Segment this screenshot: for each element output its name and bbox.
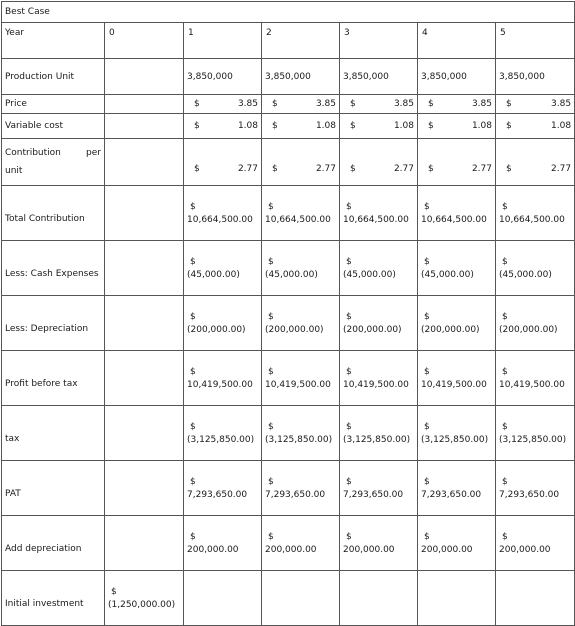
dollar-sign: $ [502,201,508,212]
tax-value: (3,125,850.00) [343,434,411,445]
total-contribution-label: Total Contribution [2,186,105,241]
cash-expenses-row [2,241,575,296]
contribution-unit-value: 2.77 [471,164,492,174]
total-contribution-y5 [496,186,575,241]
dollar-sign: $ [268,366,274,377]
cash-expenses-y0 [105,241,184,296]
variable-cost-value: 1.08 [237,121,258,131]
dollar-sign: $ [268,311,274,322]
production-y4: 3,850,000 [418,59,496,95]
dollar-sign: $ [506,99,512,109]
dollar-sign: $ [346,366,352,377]
production-y3: 3,850,000 [340,59,418,95]
depreciation-value: (200,000.00) [343,324,402,335]
contribution-unit-y0 [105,139,184,186]
initial-investment-row [2,571,575,626]
add-depreciation-y4 [418,516,496,571]
dollar-sign: $ [272,164,278,174]
tax-label: tax [2,406,105,461]
add-depreciation-y2 [262,516,340,571]
dollar-sign: $ [190,531,196,542]
year-2: 2 [262,23,340,59]
contribution-unit-y1 [184,139,262,186]
dollar-sign: $ [502,421,508,432]
cash-expenses-y3 [340,241,418,296]
initial-investment-value: (1,250,000.00) [108,599,176,610]
pat-y4 [418,461,496,516]
cash-expenses-value: (45,000.00) [421,269,474,280]
cash-expenses-label: Less: Cash Expenses [2,241,105,296]
dollar-sign: $ [190,201,196,212]
price-y4 [418,95,496,114]
dollar-sign: $ [502,366,508,377]
total-contribution-value: 10,664,500.00 [499,214,565,225]
dollar-sign: $ [268,421,274,432]
add-depreciation-y0 [105,516,184,571]
total-contribution-y0 [105,186,184,241]
pbt-value: 10,419,500.00 [265,379,331,390]
price-y0 [105,95,184,114]
contribution-unit-y5 [496,139,575,186]
dollar-sign: $ [268,531,274,542]
price-value: 3.85 [551,99,572,109]
add-depreciation-row [2,516,575,571]
dollar-sign: $ [502,476,508,487]
pbt-y5 [496,351,575,406]
dollar-sign: $ [428,121,434,131]
year-1: 1 [184,23,262,59]
cash-expenses-value: (45,000.00) [187,269,240,280]
price-y5 [496,95,575,114]
dollar-sign: $ [190,256,196,267]
variable-cost-y4 [418,114,496,139]
depreciation-y2 [262,296,340,351]
spreadsheet [1,1,574,610]
price-label: Price [2,95,105,114]
best-case-table [1,1,575,626]
depreciation-y3 [340,296,418,351]
pat-value: 7,293,650.00 [499,489,560,500]
contribution-unit-row [2,139,575,186]
contribution-word: Contribution [5,148,61,158]
dollar-sign: $ [350,99,356,109]
dollar-sign: $ [350,164,356,174]
dollar-sign: $ [268,201,274,212]
dollar-sign: $ [194,164,200,174]
initial-investment-y0 [105,571,184,626]
year-5: 5 [496,23,575,59]
pbt-value: 10,419,500.00 [187,379,253,390]
dollar-sign: $ [190,476,196,487]
pat-value: 7,293,650.00 [187,489,248,500]
total-contribution-y4 [418,186,496,241]
production-y0 [105,59,184,95]
pbt-value: 10,419,500.00 [499,379,565,390]
pbt-row [2,351,575,406]
initial-investment-label: Initial investment [2,571,105,626]
pat-y5 [496,461,575,516]
dollar-sign: $ [424,476,430,487]
pat-y2 [262,461,340,516]
total-contribution-row [2,186,575,241]
depreciation-value: (200,000.00) [499,324,558,335]
dollar-sign: $ [506,121,512,131]
add-depreciation-value: 200,000.00 [499,544,551,555]
dollar-sign: $ [190,421,196,432]
total-contribution-value: 10,664,500.00 [265,214,331,225]
tax-value: (3,125,850.00) [187,434,255,445]
variable-cost-row [2,114,575,139]
tax-value: (3,125,850.00) [421,434,489,445]
variable-cost-y3 [340,114,418,139]
dollar-sign: $ [350,121,356,131]
initial-investment-y2 [262,571,340,626]
dollar-sign: $ [424,366,430,377]
depreciation-y1 [184,296,262,351]
cash-expenses-value: (45,000.00) [265,269,318,280]
pat-y3 [340,461,418,516]
pat-y1 [184,461,262,516]
cash-expenses-value: (45,000.00) [343,269,396,280]
dollar-sign: $ [346,421,352,432]
dollar-sign: $ [424,311,430,322]
year-0: 0 [105,23,184,59]
total-contribution-y3 [340,186,418,241]
production-row [2,59,575,95]
cash-expenses-value: (45,000.00) [499,269,552,280]
variable-cost-value: 1.08 [551,121,572,131]
depreciation-y5 [496,296,575,351]
pbt-y1 [184,351,262,406]
contribution-unit-value: 2.77 [237,164,258,174]
dollar-sign: $ [424,531,430,542]
depreciation-value: (200,000.00) [421,324,480,335]
total-contribution-value: 10,664,500.00 [421,214,487,225]
pbt-value: 10,419,500.00 [421,379,487,390]
depreciation-value: (200,000.00) [187,324,246,335]
depreciation-label: Less: Depreciation [2,296,105,351]
dollar-sign: $ [272,121,278,131]
production-y5: 3,850,000 [496,59,575,95]
dollar-sign: $ [111,586,117,597]
dollar-sign: $ [346,476,352,487]
year-row [2,23,575,59]
dollar-sign: $ [424,201,430,212]
tax-y4 [418,406,496,461]
variable-cost-y1 [184,114,262,139]
pat-row [2,461,575,516]
tax-y2 [262,406,340,461]
tax-value: (3,125,850.00) [265,434,333,445]
dollar-sign: $ [268,476,274,487]
cash-expenses-y2 [262,241,340,296]
depreciation-row [2,296,575,351]
contribution-unit-value: 2.77 [393,164,414,174]
price-value: 3.85 [237,99,258,109]
dollar-sign: $ [190,311,196,322]
contribution-unit-value: 2.77 [315,164,336,174]
variable-cost-value: 1.08 [315,121,336,131]
initial-investment-y1 [184,571,262,626]
pat-value: 7,293,650.00 [421,489,482,500]
total-contribution-y1 [184,186,262,241]
year-3: 3 [340,23,418,59]
depreciation-value: (200,000.00) [265,324,324,335]
price-value: 3.85 [315,99,336,109]
tax-value: (3,125,850.00) [499,434,567,445]
dollar-sign: $ [502,256,508,267]
cash-expenses-y1 [184,241,262,296]
add-depreciation-y1 [184,516,262,571]
production-y1: 3,850,000 [184,59,262,95]
contribution-unit-y4 [418,139,496,186]
add-depreciation-value: 200,000.00 [265,544,317,555]
pat-y0 [105,461,184,516]
dollar-sign: $ [424,256,430,267]
dollar-sign: $ [194,99,200,109]
dollar-sign: $ [194,121,200,131]
pat-value: 7,293,650.00 [343,489,404,500]
variable-cost-y0 [105,114,184,139]
year-label: Year [2,23,105,59]
unit-word: unit [5,166,23,176]
add-depreciation-value: 200,000.00 [421,544,473,555]
dollar-sign: $ [428,164,434,174]
pat-value: 7,293,650.00 [265,489,326,500]
dollar-sign: $ [346,201,352,212]
initial-investment-y3 [340,571,418,626]
cash-expenses-y5 [496,241,575,296]
total-contribution-y2 [262,186,340,241]
variable-cost-y2 [262,114,340,139]
variable-cost-y5 [496,114,575,139]
variable-cost-value: 1.08 [393,121,414,131]
price-value: 3.85 [393,99,414,109]
dollar-sign: $ [346,311,352,322]
pat-label: PAT [2,461,105,516]
add-depreciation-value: 200,000.00 [187,544,239,555]
pbt-y0 [105,351,184,406]
pbt-label: Profit before tax [2,351,105,406]
tax-y5 [496,406,575,461]
dollar-sign: $ [506,164,512,174]
dollar-sign: $ [502,531,508,542]
dollar-sign: $ [346,256,352,267]
contribution-unit-y3 [340,139,418,186]
dollar-sign: $ [190,366,196,377]
pbt-value: 10,419,500.00 [343,379,409,390]
initial-investment-y4 [418,571,496,626]
add-depreciation-label: Add depreciation [2,516,105,571]
pbt-y4 [418,351,496,406]
depreciation-y0 [105,296,184,351]
table-title: Best Case [2,2,575,23]
tax-y3 [340,406,418,461]
dollar-sign: $ [424,421,430,432]
contribution-unit-label [2,139,105,186]
add-depreciation-y5 [496,516,575,571]
price-y2 [262,95,340,114]
price-y1 [184,95,262,114]
variable-cost-label: Variable cost [2,114,105,139]
add-depreciation-value: 200,000.00 [343,544,395,555]
dollar-sign: $ [502,311,508,322]
pbt-y3 [340,351,418,406]
tax-y0 [105,406,184,461]
contribution-unit-y2 [262,139,340,186]
add-depreciation-y3 [340,516,418,571]
contribution-unit-value: 2.77 [551,164,572,174]
production-label: Production Unit [2,59,105,95]
year-4: 4 [418,23,496,59]
cash-expenses-y4 [418,241,496,296]
production-y2: 3,850,000 [262,59,340,95]
initial-investment-y5 [496,571,575,626]
title-row [2,2,575,23]
dollar-sign: $ [272,99,278,109]
price-row [2,95,575,114]
dollar-sign: $ [428,99,434,109]
tax-y1 [184,406,262,461]
pbt-y2 [262,351,340,406]
total-contribution-value: 10,664,500.00 [187,214,253,225]
tax-row [2,406,575,461]
dollar-sign: $ [268,256,274,267]
dollar-sign: $ [346,531,352,542]
variable-cost-value: 1.08 [471,121,492,131]
per-word: per [86,148,101,158]
price-y3 [340,95,418,114]
price-value: 3.85 [471,99,492,109]
depreciation-y4 [418,296,496,351]
total-contribution-value: 10,664,500.00 [343,214,409,225]
